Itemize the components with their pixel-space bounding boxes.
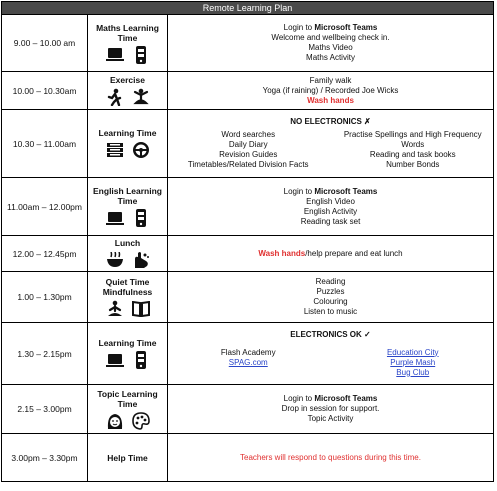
remote-learning-plan [1, 1, 496, 482]
table-row [2, 110, 494, 178]
detail-line: Colouring [313, 297, 348, 306]
activity-label: Quiet Time Mindfulness [102, 276, 153, 297]
time-cell: 10.00 – 10.30am [2, 72, 88, 110]
details-cell [168, 323, 494, 385]
no-electronics-heading: NO ELECTRONICS ✗ [290, 117, 371, 126]
activity-cell [88, 178, 168, 236]
hand-wash-icon [132, 251, 150, 269]
wash-hands-note: Wash hands [258, 248, 306, 258]
list-item: Daily Diary [228, 140, 268, 149]
activity-label: Topic Learning Time [97, 388, 158, 409]
list-item: Reading and task books [369, 150, 456, 159]
activity-cell [88, 323, 168, 385]
detail-line: Reading [315, 277, 346, 286]
detail-line: Welcome and wellbeing check in. [271, 33, 390, 42]
food-bowl-icon [106, 251, 124, 269]
time-cell: 2.15 – 3.00pm [2, 385, 88, 434]
list-item: Word searches [221, 130, 276, 139]
wash-hands-note: Wash hands [307, 95, 354, 105]
activity-cell [88, 236, 168, 272]
list-item: Timetables/Related Division Facts [187, 160, 309, 169]
palette-icon [132, 412, 150, 430]
microsoft-teams-label: Microsoft Teams [314, 186, 378, 196]
table-title: Remote Learning Plan [2, 2, 494, 15]
meditation-icon [106, 300, 124, 318]
detail-line: Family walk [309, 75, 352, 85]
table-row [2, 323, 494, 385]
microsoft-teams-label: Microsoft Teams [314, 394, 378, 403]
table-row [2, 178, 494, 236]
detail-line: Topic Activity [307, 414, 354, 423]
table-row [2, 434, 494, 482]
detail-line: English Activity [303, 206, 358, 216]
laptop-icon [106, 46, 124, 64]
table-row [2, 272, 494, 323]
yoga-person-icon [132, 88, 150, 106]
detail-line: English Video [306, 196, 355, 206]
activity-label: Maths Learning Time [96, 22, 159, 43]
education-city-link[interactable]: Education City [386, 347, 439, 357]
details-cell [168, 178, 494, 236]
detail-line: Maths Activity [306, 53, 355, 62]
table-row [2, 385, 494, 434]
time-cell: 3.00pm – 3.30pm [2, 434, 88, 482]
activity-label: Learning Time [98, 338, 157, 348]
books-icon [106, 141, 124, 159]
table-row [2, 236, 494, 272]
activity-label: Learning Time [98, 128, 157, 138]
details-cell [168, 110, 494, 178]
detail-line: Reading task set [300, 216, 361, 226]
details-cell [168, 272, 494, 323]
girl-face-icon [106, 412, 124, 430]
detail-line: Login to [283, 394, 315, 403]
time-cell: 9.00 – 10.00 am [2, 15, 88, 72]
details-cell [168, 385, 494, 434]
detail-line: Listen to music [303, 307, 358, 316]
detail-line: Login to [283, 186, 315, 196]
activity-cell [88, 110, 168, 178]
table-row [2, 72, 494, 110]
detail-line: Maths Video [308, 43, 353, 52]
time-cell: 10.30 – 11.00am [2, 110, 88, 178]
detail-line: Drop in session for support. [281, 404, 380, 413]
time-cell: 11.00am – 12.00pm [2, 178, 88, 236]
activity-cell [88, 15, 168, 72]
electronics-ok-heading: ELECTRONICS OK ✓ [290, 329, 371, 339]
activity-cell [88, 385, 168, 434]
phone-icon [132, 209, 150, 227]
activity-cell: Help Time [88, 434, 168, 482]
running-person-icon [106, 88, 124, 106]
details-cell [168, 434, 494, 482]
detail-line: /help prepare and eat lunch [305, 248, 403, 258]
purple-mash-link[interactable]: Purple Mash [390, 357, 436, 367]
time-cell: 1.00 – 1.30pm [2, 272, 88, 323]
activity-cell [88, 72, 168, 110]
details-cell [168, 72, 494, 110]
laptop-icon [106, 351, 124, 369]
details-cell [168, 236, 494, 272]
activity-label: English Learning Time [93, 186, 162, 206]
activity-label: Lunch [114, 238, 141, 248]
phone-icon [132, 46, 150, 64]
book-icon [132, 300, 150, 318]
help-time-note: Teachers will respond to questions during this time. [240, 452, 421, 462]
spag-link[interactable]: SPAG.com [228, 357, 268, 367]
detail-line: Puzzles [316, 287, 345, 296]
detail-line: Login to [283, 23, 315, 32]
list-item: Number Bonds [386, 160, 440, 169]
laptop-icon [106, 209, 124, 227]
list-item: Practise Spellings and High Frequency Words [343, 130, 482, 149]
activity-cell [88, 272, 168, 323]
detail-line: Yoga (if raining) / Recorded Joe Wicks [262, 85, 399, 95]
schedule-table [1, 1, 494, 482]
phone-icon [132, 351, 150, 369]
microsoft-teams-label: Microsoft Teams [314, 23, 378, 32]
bug-club-link[interactable]: Bug Club [396, 367, 430, 377]
steering-wheel-icon [132, 141, 150, 159]
time-cell: 12.00 – 12.45pm [2, 236, 88, 272]
list-item: Flash Academy [220, 347, 276, 357]
time-cell: 1.30 – 2.15pm [2, 323, 88, 385]
details-cell [168, 15, 494, 72]
activity-label: Exercise [110, 75, 145, 85]
table-row [2, 15, 494, 72]
list-item: Revision Guides [219, 150, 278, 159]
